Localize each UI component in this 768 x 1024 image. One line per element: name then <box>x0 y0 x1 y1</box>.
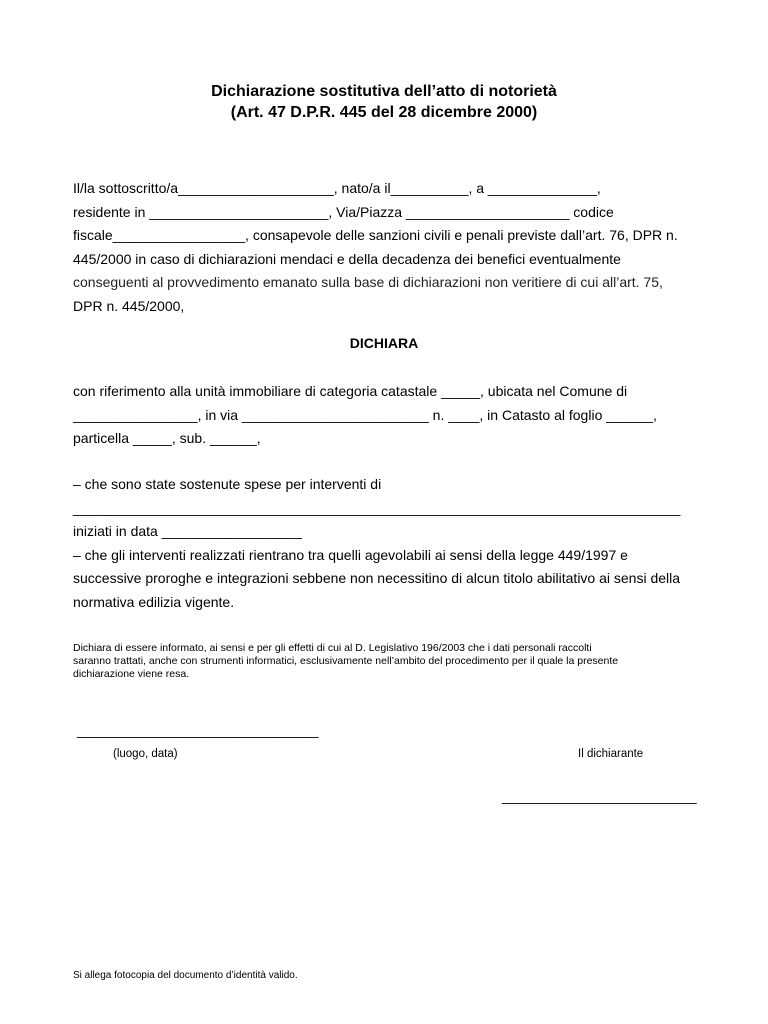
intro-paragraph <box>73 177 713 318</box>
item-line: successive proroghe e integrazioni sebbene non necessitino di alcun titolo abilitativo ai sensi della <box>73 570 681 586</box>
declaration-line: particella _____, sub. ______, <box>73 430 261 446</box>
intro-line: fiscale_________________, consapevole delle sanzioni civili e penali previste dall’art. 76, DPR n. <box>73 227 678 243</box>
declaration-paragraph <box>73 380 713 451</box>
item-line: normativa edilizia vigente. <box>73 593 235 610</box>
section-heading: DICHIARA <box>349 335 419 351</box>
intro-line: DPR n. 445/2000, <box>73 297 185 314</box>
declaration-line: con riferimento alla unità immobiliare di categoria catastale _____, ubicata nel Comune di <box>73 383 628 399</box>
declarant-label: Il dichiarante <box>578 748 644 760</box>
declaration-line: ________________, in via ________________________ n. ____, in Catasto al foglio ______, <box>73 406 657 423</box>
intro-line: residente in _______________________, Via/Piazza _____________________ codice <box>73 203 614 220</box>
declarant-signature-line: _________________________ <box>502 788 697 804</box>
footer-note: Si allega fotocopia del documento d’identità valido. <box>73 970 298 981</box>
privacy-note-line: Dichiara di essere informato, ai sensi e per gli effetti di cui al D. Legislativo 196/2003 che i dati personali raccolti <box>73 642 592 654</box>
privacy-note-line: dichiarazione viene resa. <box>73 668 190 680</box>
privacy-note-line: saranno trattati, anche con strumenti informatici, esclusivamente nell’ambito del procedimento per il quale la presente <box>73 655 619 667</box>
intro-line: 445/2000 in caso di dichiarazioni mendaci e della decadenza dei benefici eventualmente <box>73 250 621 267</box>
privacy-note <box>73 642 713 681</box>
item-line: – che gli interventi realizzati rientrano tra quelli agevolabili ai sensi della legge 449/1997 e <box>73 546 628 563</box>
item-line: ______________________________________________________________________________ <box>73 499 681 516</box>
item-line: – che sono state sostenute spese per interventi di <box>73 476 382 492</box>
title-line-1: Dichiarazione sostitutiva dell’atto di notorietà <box>211 83 557 100</box>
place-date-label: (luogo, data) <box>113 748 178 760</box>
title-line-2: (Art. 47 D.P.R. 445 del 28 dicembre 2000) <box>230 104 538 121</box>
items-paragraph <box>73 473 713 614</box>
item-line: iniziati in data __________________ <box>73 523 302 539</box>
intro-line: conseguenti al provvedimento emanato sulla base di dichiarazioni non veritiere di cui all’art. 75, <box>73 274 663 290</box>
place-date-signature-line: _______________________________ <box>77 722 319 738</box>
intro-line: Il/la sottoscritto/a____________________, nato/a il__________, a ______________, <box>73 180 601 196</box>
document-title <box>0 81 768 123</box>
